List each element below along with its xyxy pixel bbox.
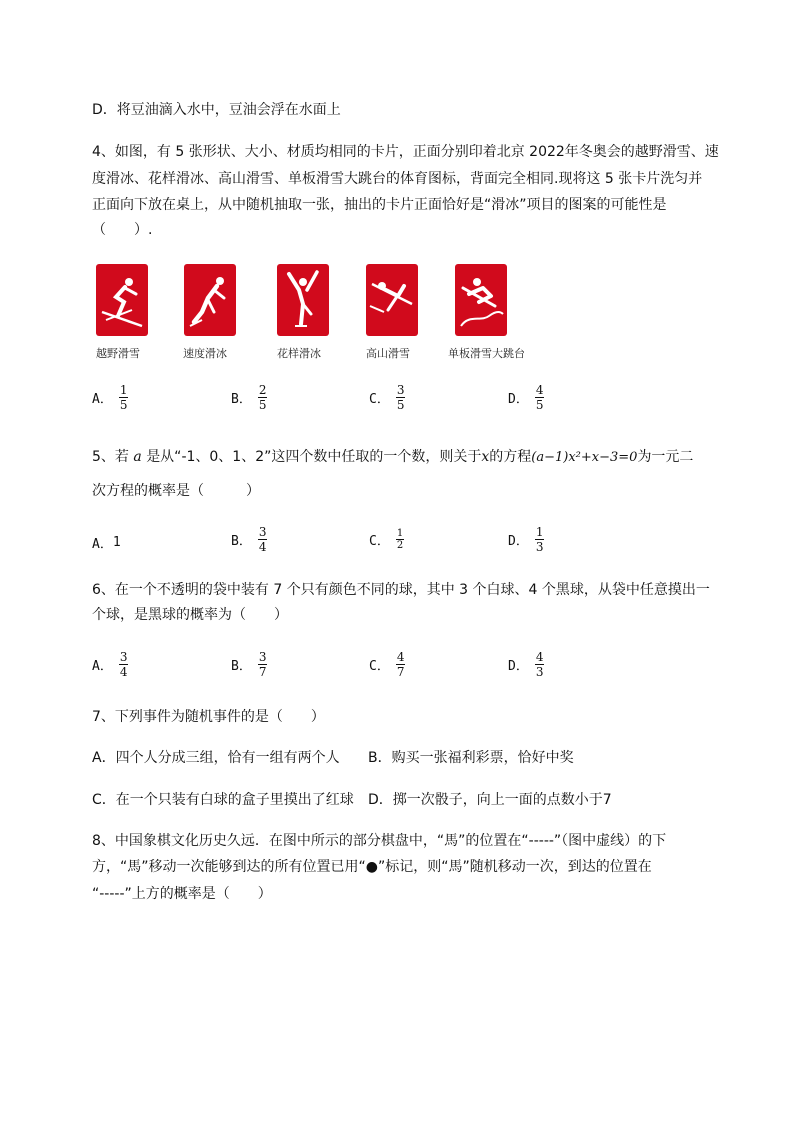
q5-text-c: 的方程 <box>489 449 532 465</box>
q3-option-d: D．将豆油滴入水中，豆油会浮在水面上 <box>92 102 341 118</box>
snowboard-big-air-icon <box>455 264 507 336</box>
q7-option-d[interactable]: D．掷一次骰子，向上一面的点数小于7 <box>368 792 612 808</box>
q6-stem-line2: 个球，是黑球的概率为（ ） <box>92 607 288 623</box>
alpine-skiing-icon <box>366 264 418 336</box>
numerator: 3 <box>119 650 128 664</box>
q5-option-b[interactable] <box>231 525 267 554</box>
denominator: 5 <box>396 398 405 412</box>
q4-option-c[interactable] <box>369 383 405 412</box>
q7-option-a[interactable]: A．四个人分成三组，恰有一组有两个人 <box>92 750 340 766</box>
option-letter: B． <box>231 392 252 407</box>
q4-stem-line2: 度滑冰、花样滑冰、高山滑雪、单板滑雪大跳台的体育图标，背面完全相同.现将这 5 张卡片洗匀并 <box>92 171 703 187</box>
numerator: 3 <box>258 525 267 539</box>
option-letter: A． <box>92 537 113 552</box>
denominator: 3 <box>535 665 544 679</box>
q5-text-a: 5、若 <box>92 449 129 465</box>
q8-stem-line3: “-----”上方的概率是（ ） <box>92 886 272 902</box>
q7-stem: 7、下列事件为随机事件的是（ ） <box>92 709 325 725</box>
q6-option-a[interactable] <box>92 650 128 679</box>
option-letter: D． <box>508 534 529 549</box>
numerator: 1 <box>396 528 404 539</box>
card-label-figure-skating: 花样滑冰 <box>277 347 321 360</box>
q6-stem-line1: 6、在一个不透明的袋中装有 7 个只有颜色不同的球，其中 3 个白球、4 个黑球，从袋中任意摸出一 <box>92 582 710 598</box>
option-letter: C． <box>369 534 390 549</box>
numerator: 2 <box>258 383 267 397</box>
variable-a: a <box>133 449 142 465</box>
q4-stem-line1: 4、如图，有 5 张形状、大小、材质均相同的卡片，正面分别印着北京 2022年冬奥会的越野滑雪、速 <box>92 144 719 160</box>
q4-stem-line3: 正面向下放在桌上，从中随机抽取一张，抽出的卡片正面恰好是“滑冰”项目的图案的可能性是 <box>92 197 667 213</box>
numerator: 4 <box>396 650 405 664</box>
numerator: 1 <box>119 383 128 397</box>
q7-option-c[interactable]: C．在一个只装有白球的盒子里摸出了红球 <box>92 792 354 808</box>
numerator: 3 <box>258 650 267 664</box>
option-value: 1 <box>112 535 121 550</box>
cross-country-skiing-icon <box>96 264 148 336</box>
q8-stem-line1: 8、中国象棋文化历史久远．在图中所示的部分棋盘中，“馬”的位置在“-----”（图中虚线）的下 <box>92 833 667 849</box>
denominator: 5 <box>119 398 128 412</box>
card-label-snowboard: 单板滑雪大跳台 <box>448 347 525 360</box>
q5-text-d: 为一元二 <box>637 449 694 465</box>
option-letter: D． <box>508 392 529 407</box>
q6-option-c[interactable] <box>369 650 405 679</box>
denominator: 4 <box>258 540 267 554</box>
q4-stem-line4: （ ）. <box>92 222 153 238</box>
figure-skating-icon <box>277 264 329 336</box>
q5-option-c[interactable] <box>369 528 404 551</box>
q5-stem-line2: 次方程的概率是（ ） <box>92 483 260 499</box>
card-label-cross-country: 越野滑雪 <box>96 347 140 360</box>
q5-stem-line1 <box>92 448 693 467</box>
q8-stem-line2: 方，“馬”移动一次能够到达的所有位置已用“●”标记，则“馬”随机移动一次，到达的位置在 <box>92 859 652 875</box>
q5-option-d[interactable] <box>508 525 544 554</box>
denominator: 3 <box>535 540 544 554</box>
denominator: 2 <box>396 540 404 551</box>
q5-option-a[interactable] <box>92 533 121 552</box>
q4-option-d[interactable] <box>508 383 544 412</box>
q4-option-b[interactable] <box>231 383 267 412</box>
denominator: 5 <box>535 398 544 412</box>
q6-option-d[interactable] <box>508 650 544 679</box>
q4-option-a[interactable] <box>92 383 128 412</box>
speed-skating-icon <box>184 264 236 336</box>
q7-option-b[interactable]: B．购买一张福利彩票，恰好中奖 <box>368 750 574 766</box>
option-letter: A． <box>92 392 113 407</box>
q5-text-b: 是从“-1、0、1、2”这四个数中任取的一个数，则关于 <box>146 449 482 465</box>
equation: (a−1)x²+x−3=0 <box>531 450 638 465</box>
option-letter: C． <box>369 659 390 674</box>
card-label-alpine: 高山滑雪 <box>366 347 410 360</box>
numerator: 1 <box>535 525 544 539</box>
card-label-speed-skating: 速度滑冰 <box>183 347 227 360</box>
denominator: 4 <box>119 665 128 679</box>
numerator: 3 <box>396 383 405 397</box>
numerator: 4 <box>535 650 544 664</box>
option-letter: B． <box>231 534 252 549</box>
option-letter: A． <box>92 659 113 674</box>
option-letter: C． <box>369 392 390 407</box>
variable-x: x <box>481 449 490 465</box>
denominator: 5 <box>258 398 267 412</box>
denominator: 7 <box>258 665 267 679</box>
numerator: 4 <box>535 383 544 397</box>
option-letter: D． <box>508 659 529 674</box>
option-letter: B． <box>231 659 252 674</box>
q6-option-b[interactable] <box>231 650 267 679</box>
denominator: 7 <box>396 665 405 679</box>
